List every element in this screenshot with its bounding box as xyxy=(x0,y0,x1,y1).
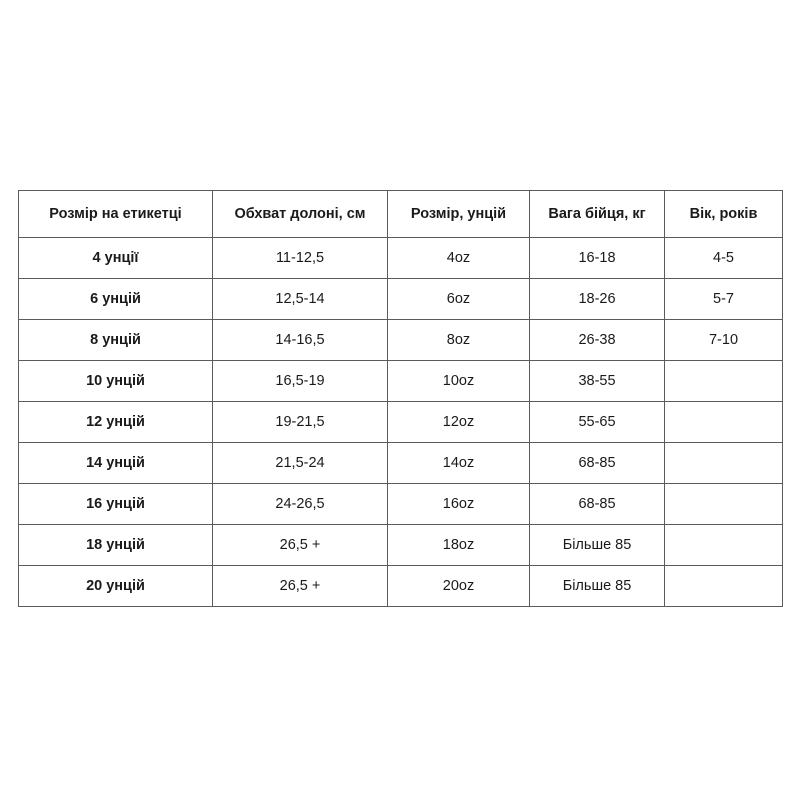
cell-fighter-weight: 18-26 xyxy=(530,279,665,320)
cell-palm-circumference: 24-26,5 xyxy=(213,484,388,525)
size-chart-table xyxy=(18,190,783,607)
cell-label-size: 10 унцій xyxy=(19,361,213,402)
cell-fighter-weight: 68-85 xyxy=(530,484,665,525)
cell-palm-circumference: 16,5-19 xyxy=(213,361,388,402)
cell-age: 7-10 xyxy=(665,320,783,361)
cell-label-size: 18 унцій xyxy=(19,525,213,566)
table-row xyxy=(19,484,783,525)
table-row xyxy=(19,238,783,279)
cell-label-size: 12 унцій xyxy=(19,402,213,443)
cell-age: 4-5 xyxy=(665,238,783,279)
cell-age xyxy=(665,566,783,607)
cell-label-size: 14 унцій xyxy=(19,443,213,484)
cell-age xyxy=(665,402,783,443)
table-row xyxy=(19,361,783,402)
column-header-label-size: Розмір на етикетці xyxy=(19,191,213,238)
table-row xyxy=(19,402,783,443)
cell-palm-circumference: 21,5-24 xyxy=(213,443,388,484)
cell-size-ounces: 4oz xyxy=(388,238,530,279)
cell-size-ounces: 14oz xyxy=(388,443,530,484)
cell-age xyxy=(665,443,783,484)
cell-palm-circumference: 14-16,5 xyxy=(213,320,388,361)
cell-fighter-weight: Більше 85 xyxy=(530,525,665,566)
cell-label-size: 4 унції xyxy=(19,238,213,279)
cell-label-size: 6 унцій xyxy=(19,279,213,320)
cell-age: 5-7 xyxy=(665,279,783,320)
table-row xyxy=(19,279,783,320)
cell-fighter-weight: 68-85 xyxy=(530,443,665,484)
cell-fighter-weight: 26-38 xyxy=(530,320,665,361)
cell-fighter-weight: 38-55 xyxy=(530,361,665,402)
cell-fighter-weight: 55-65 xyxy=(530,402,665,443)
cell-fighter-weight: 16-18 xyxy=(530,238,665,279)
cell-palm-circumference: 26,5 + xyxy=(213,525,388,566)
column-header-palm-circumference: Обхват долоні, см xyxy=(213,191,388,238)
cell-label-size: 8 унцій xyxy=(19,320,213,361)
table-header-row xyxy=(19,191,783,238)
cell-age xyxy=(665,361,783,402)
cell-palm-circumference: 26,5 + xyxy=(213,566,388,607)
table-row xyxy=(19,320,783,361)
cell-size-ounces: 20oz xyxy=(388,566,530,607)
cell-fighter-weight: Більше 85 xyxy=(530,566,665,607)
cell-age xyxy=(665,525,783,566)
table-body xyxy=(19,238,783,607)
table-row xyxy=(19,525,783,566)
cell-age xyxy=(665,484,783,525)
cell-palm-circumference: 12,5-14 xyxy=(213,279,388,320)
size-chart-container xyxy=(18,190,782,607)
table-row xyxy=(19,566,783,607)
cell-palm-circumference: 11-12,5 xyxy=(213,238,388,279)
table-row xyxy=(19,443,783,484)
cell-label-size: 20 унцій xyxy=(19,566,213,607)
cell-label-size: 16 унцій xyxy=(19,484,213,525)
table-header xyxy=(19,191,783,238)
cell-size-ounces: 12oz xyxy=(388,402,530,443)
cell-size-ounces: 18oz xyxy=(388,525,530,566)
column-header-age: Вік, років xyxy=(665,191,783,238)
cell-size-ounces: 8oz xyxy=(388,320,530,361)
cell-size-ounces: 10oz xyxy=(388,361,530,402)
column-header-size-ounces: Розмір, унцій xyxy=(388,191,530,238)
cell-size-ounces: 16oz xyxy=(388,484,530,525)
column-header-fighter-weight: Вага бійця, кг xyxy=(530,191,665,238)
cell-size-ounces: 6oz xyxy=(388,279,530,320)
cell-palm-circumference: 19-21,5 xyxy=(213,402,388,443)
